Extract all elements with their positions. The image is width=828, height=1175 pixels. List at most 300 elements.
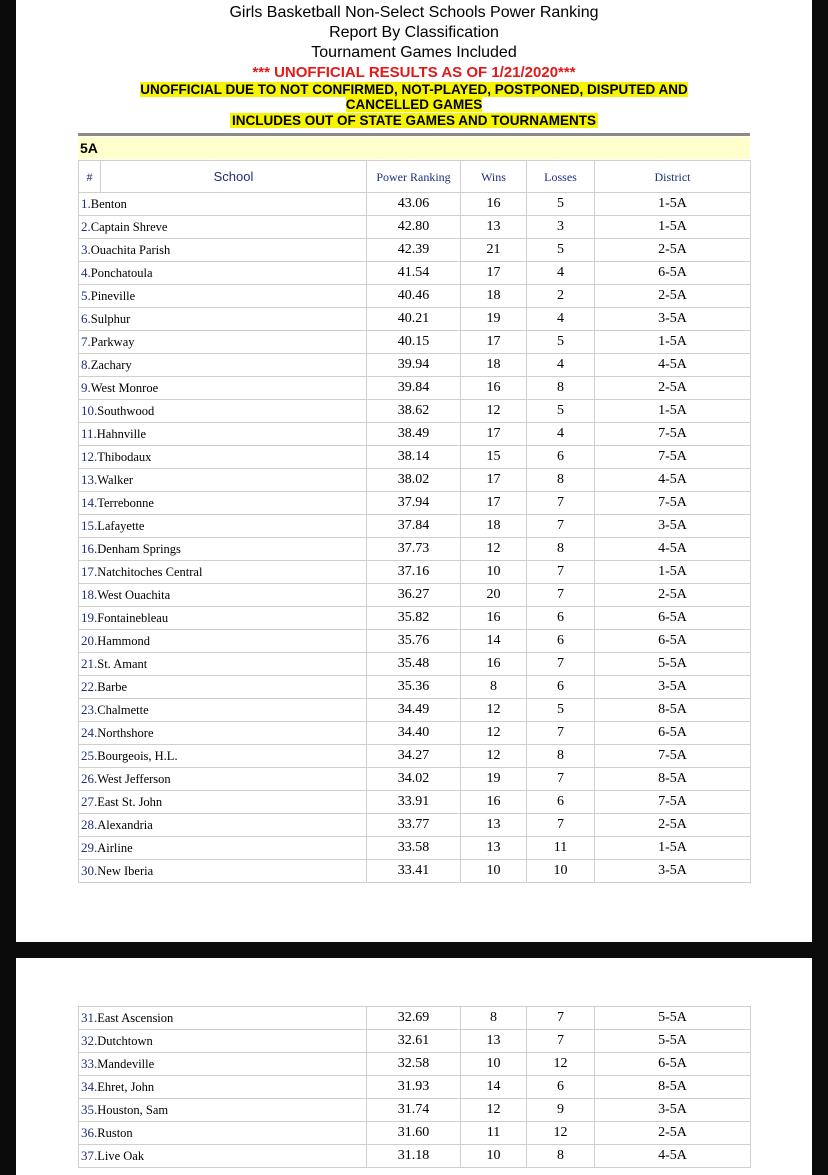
wins-cell: 16 (461, 193, 527, 216)
rank-number: 4. (81, 265, 91, 280)
rank-number: 18. (81, 587, 98, 602)
rank-school-cell (79, 285, 367, 308)
losses-cell: 7 (527, 515, 595, 538)
table-row (79, 331, 751, 354)
district-cell: 6-5A (595, 262, 751, 285)
power-ranking-cell: 34.49 (367, 699, 461, 722)
wins-cell: 18 (461, 285, 527, 308)
wins-cell: 11 (461, 1122, 527, 1145)
table-row (79, 216, 751, 239)
school-name: Parkway (90, 335, 135, 349)
school-name: West Ouachita (97, 588, 171, 602)
rank-school-cell (79, 331, 367, 354)
table-row (79, 699, 751, 722)
losses-cell: 8 (527, 745, 595, 768)
wins-cell: 15 (461, 446, 527, 469)
report-subtitle: Report By Classification (329, 24, 499, 41)
power-ranking-cell: 32.58 (367, 1053, 461, 1076)
district-cell: 1-5A (595, 193, 751, 216)
district-cell: 6-5A (595, 630, 751, 653)
power-ranking-cell: 38.14 (367, 446, 461, 469)
rank-number: 15. (81, 518, 98, 533)
rank-number: 13. (81, 472, 98, 487)
table-header-row (79, 161, 751, 193)
table-row (79, 239, 751, 262)
district-cell: 6-5A (595, 722, 751, 745)
rank-number: 16. (81, 541, 98, 556)
school-name: New Iberia (97, 864, 154, 878)
wins-cell: 10 (461, 860, 527, 883)
rank-school-cell (79, 262, 367, 285)
power-ranking-cell: 33.41 (367, 860, 461, 883)
rank-number: 26. (81, 771, 98, 786)
school-name: Alexandria (97, 818, 153, 832)
rank-number: 32. (81, 1033, 98, 1048)
table-row (79, 561, 751, 584)
school-name: East Ascension (97, 1011, 174, 1025)
table-row (79, 193, 751, 216)
wins-cell: 10 (461, 1145, 527, 1168)
rank-school-cell (79, 1076, 367, 1099)
rank-number: 23. (81, 702, 98, 717)
wins-cell: 17 (461, 423, 527, 446)
rank-school-cell (79, 630, 367, 653)
rank-school-cell (79, 515, 367, 538)
losses-cell: 7 (527, 653, 595, 676)
losses-cell: 11 (527, 837, 595, 860)
table-row (79, 653, 751, 676)
school-name: Houston, Sam (97, 1103, 169, 1117)
power-ranking-cell: 34.02 (367, 768, 461, 791)
losses-cell: 8 (527, 469, 595, 492)
table-row (79, 492, 751, 515)
table-row (79, 768, 751, 791)
district-cell: 1-5A (595, 561, 751, 584)
rank-school-cell (79, 469, 367, 492)
school-name: Northshore (97, 726, 154, 740)
rank-number: 25. (81, 748, 98, 763)
report-page-2 (16, 958, 812, 1175)
power-ranking-cell: 34.27 (367, 745, 461, 768)
unofficial-banner: *** UNOFFICIAL RESULTS AS OF 1/21/2020*** (252, 64, 576, 81)
table-row (79, 285, 751, 308)
school-name: Southwood (97, 404, 155, 418)
table-row (79, 630, 751, 653)
rank-number: 8. (81, 357, 91, 372)
losses-cell: 5 (527, 331, 595, 354)
classification-label: 5A (78, 137, 750, 159)
rank-school-cell (79, 308, 367, 331)
school-name: Airline (97, 841, 133, 855)
wins-cell: 12 (461, 1099, 527, 1122)
table-row (79, 1099, 751, 1122)
district-cell: 1-5A (595, 216, 751, 239)
rank-number: 36. (81, 1125, 98, 1140)
school-name: Bourgeois, H.L. (97, 749, 178, 763)
losses-cell: 6 (527, 676, 595, 699)
losses-cell: 3 (527, 216, 595, 239)
table-row (79, 1122, 751, 1145)
col-header-school: School (101, 161, 367, 193)
power-ranking-cell: 31.18 (367, 1145, 461, 1168)
school-name: Benton (90, 197, 127, 211)
district-cell: 1-5A (595, 837, 751, 860)
rank-school-cell (79, 676, 367, 699)
table-row (79, 814, 751, 837)
rank-school-cell (79, 193, 367, 216)
district-cell: 4-5A (595, 1145, 751, 1168)
report-title: Girls Basketball Non-Select Schools Power Ranking (229, 4, 599, 21)
district-cell: 3-5A (595, 515, 751, 538)
wins-cell: 8 (461, 1007, 527, 1030)
power-ranking-cell: 36.27 (367, 584, 461, 607)
losses-cell: 7 (527, 492, 595, 515)
rank-number: 6. (81, 311, 91, 326)
power-ranking-cell: 39.94 (367, 354, 461, 377)
table-row (79, 837, 751, 860)
district-cell: 4-5A (595, 469, 751, 492)
power-ranking-cell: 41.54 (367, 262, 461, 285)
wins-cell: 10 (461, 561, 527, 584)
losses-cell: 12 (527, 1122, 595, 1145)
table-row (79, 722, 751, 745)
district-cell: 8-5A (595, 699, 751, 722)
power-ranking-cell: 38.49 (367, 423, 461, 446)
power-ranking-cell: 43.06 (367, 193, 461, 216)
school-name: Zachary (90, 358, 132, 372)
wins-cell: 17 (461, 262, 527, 285)
district-cell: 6-5A (595, 607, 751, 630)
wins-cell: 8 (461, 676, 527, 699)
rank-number: 27. (81, 794, 98, 809)
losses-cell: 8 (527, 377, 595, 400)
power-ranking-cell: 37.84 (367, 515, 461, 538)
losses-cell: 6 (527, 791, 595, 814)
warning-banner (117, 82, 711, 112)
school-name: Ehret, John (97, 1080, 155, 1094)
rank-number: 12. (81, 449, 98, 464)
wins-cell: 17 (461, 331, 527, 354)
losses-cell: 7 (527, 722, 595, 745)
table-row (79, 400, 751, 423)
wins-cell: 17 (461, 492, 527, 515)
rank-school-cell (79, 745, 367, 768)
power-ranking-cell: 35.36 (367, 676, 461, 699)
table-row (79, 1030, 751, 1053)
power-ranking-cell: 32.69 (367, 1007, 461, 1030)
col-header-losses: Losses (527, 161, 595, 193)
table-row (79, 538, 751, 561)
table-row (79, 745, 751, 768)
school-name: East St. John (97, 795, 163, 809)
power-ranking-cell: 31.60 (367, 1122, 461, 1145)
losses-cell: 4 (527, 354, 595, 377)
wins-cell: 10 (461, 1053, 527, 1076)
school-name: Terrebonne (97, 496, 154, 510)
rank-school-cell (79, 377, 367, 400)
school-name: Thibodaux (97, 450, 152, 464)
school-name: Denham Springs (97, 542, 181, 556)
district-cell: 4-5A (595, 538, 751, 561)
rank-number: 35. (81, 1102, 98, 1117)
report-header (16, 3, 812, 130)
school-name: Mandeville (97, 1057, 155, 1071)
wins-cell: 14 (461, 1076, 527, 1099)
rank-school-cell (79, 1007, 367, 1030)
rank-school-cell (79, 814, 367, 837)
rank-number: 2. (81, 219, 91, 234)
rank-number: 37. (81, 1148, 98, 1163)
table-row (79, 791, 751, 814)
wins-cell: 19 (461, 308, 527, 331)
wins-cell: 21 (461, 239, 527, 262)
rank-school-cell (79, 423, 367, 446)
losses-cell: 10 (527, 860, 595, 883)
losses-cell: 7 (527, 561, 595, 584)
losses-cell: 4 (527, 262, 595, 285)
rank-number: 1. (81, 196, 91, 211)
rank-number: 31. (81, 1010, 98, 1025)
rank-number: 5. (81, 288, 91, 303)
rank-school-cell (79, 1145, 367, 1168)
district-cell: 6-5A (595, 1053, 751, 1076)
school-name: Dutchtown (97, 1034, 153, 1048)
power-ranking-cell: 42.39 (367, 239, 461, 262)
district-cell: 3-5A (595, 308, 751, 331)
school-name: Walker (97, 473, 134, 487)
table-row (79, 262, 751, 285)
rank-number: 10. (81, 403, 98, 418)
wins-cell: 12 (461, 400, 527, 423)
wins-cell: 18 (461, 354, 527, 377)
rank-number: 11. (81, 426, 97, 441)
rank-school-cell (79, 239, 367, 262)
school-name: Natchitoches Central (97, 565, 203, 579)
power-ranking-cell: 31.74 (367, 1099, 461, 1122)
rank-school-cell (79, 1122, 367, 1145)
power-ranking-cell: 40.46 (367, 285, 461, 308)
col-header-district: District (595, 161, 751, 193)
district-cell: 1-5A (595, 331, 751, 354)
wins-cell: 13 (461, 814, 527, 837)
wins-cell: 19 (461, 768, 527, 791)
rank-number: 17. (81, 564, 98, 579)
rank-school-cell (79, 538, 367, 561)
rank-school-cell (79, 492, 367, 515)
rank-school-cell (79, 607, 367, 630)
school-name: West Jefferson (97, 772, 171, 786)
power-ranking-cell: 37.16 (367, 561, 461, 584)
district-cell: 8-5A (595, 768, 751, 791)
rank-number: 33. (81, 1056, 98, 1071)
power-ranking-cell: 37.94 (367, 492, 461, 515)
power-ranking-cell: 39.84 (367, 377, 461, 400)
rank-school-cell (79, 400, 367, 423)
district-cell: 2-5A (595, 584, 751, 607)
rank-number: 19. (81, 610, 98, 625)
losses-cell: 7 (527, 814, 595, 837)
losses-cell: 6 (527, 630, 595, 653)
power-ranking-cell: 33.58 (367, 837, 461, 860)
rank-school-cell (79, 653, 367, 676)
power-ranking-cell: 35.76 (367, 630, 461, 653)
district-cell: 2-5A (595, 1122, 751, 1145)
losses-cell: 9 (527, 1099, 595, 1122)
losses-cell: 6 (527, 446, 595, 469)
wins-cell: 18 (461, 515, 527, 538)
report-page-1 (16, 0, 812, 942)
losses-cell: 6 (527, 1076, 595, 1099)
district-cell: 4-5A (595, 354, 751, 377)
losses-cell: 7 (527, 1007, 595, 1030)
wins-cell: 17 (461, 469, 527, 492)
losses-cell: 8 (527, 538, 595, 561)
includes-text: INCLUDES OUT OF STATE GAMES AND TOURNAMENTS (232, 113, 596, 128)
school-name: Fontainebleau (97, 611, 169, 625)
table-row (79, 1076, 751, 1099)
header-divider (78, 133, 750, 136)
rank-school-cell (79, 699, 367, 722)
ranking-table-body (79, 193, 751, 883)
wins-cell: 13 (461, 1030, 527, 1053)
district-cell: 2-5A (595, 377, 751, 400)
rank-school-cell (79, 216, 367, 239)
district-cell: 3-5A (595, 676, 751, 699)
district-cell: 2-5A (595, 814, 751, 837)
ranking-table-body-continued (79, 1007, 751, 1168)
power-ranking-cell: 33.77 (367, 814, 461, 837)
power-ranking-cell: 37.73 (367, 538, 461, 561)
school-name: St. Amant (97, 657, 148, 671)
warning-text: UNOFFICIAL DUE TO NOT CONFIRMED, NOT-PLAYED, POSTPONED, DISPUTED AND CANCELLED GAMES (140, 82, 688, 112)
losses-cell: 7 (527, 1030, 595, 1053)
school-name: Live Oak (97, 1149, 145, 1163)
wins-cell: 16 (461, 653, 527, 676)
power-ranking-cell: 32.61 (367, 1030, 461, 1053)
rank-school-cell (79, 446, 367, 469)
losses-cell: 5 (527, 699, 595, 722)
school-name: Ruston (97, 1126, 133, 1140)
losses-cell: 6 (527, 607, 595, 630)
school-name: Captain Shreve (90, 220, 168, 234)
rank-number: 30. (81, 863, 98, 878)
losses-cell: 5 (527, 239, 595, 262)
school-name: Lafayette (97, 519, 145, 533)
district-cell: 7-5A (595, 745, 751, 768)
rank-school-cell (79, 1099, 367, 1122)
rank-school-cell (79, 791, 367, 814)
wins-cell: 14 (461, 630, 527, 653)
rank-school-cell (79, 354, 367, 377)
rank-school-cell (79, 561, 367, 584)
table-row (79, 423, 751, 446)
rank-number: 3. (81, 242, 91, 257)
col-header-power-text: Power Ranking (376, 169, 451, 184)
table-row (79, 515, 751, 538)
report-note: Tournament Games Included (311, 44, 517, 61)
table-row (79, 354, 751, 377)
table-row (79, 377, 751, 400)
district-cell: 2-5A (595, 239, 751, 262)
wins-cell: 12 (461, 722, 527, 745)
school-name: Barbe (97, 680, 128, 694)
school-name: Hammond (97, 634, 151, 648)
table-row (79, 308, 751, 331)
wins-cell: 20 (461, 584, 527, 607)
school-name: West Monroe (90, 381, 159, 395)
rank-number: 22. (81, 679, 98, 694)
rank-number: 21. (81, 656, 98, 671)
rank-number: 29. (81, 840, 98, 855)
wins-cell: 16 (461, 607, 527, 630)
wins-cell: 12 (461, 699, 527, 722)
district-cell: 5-5A (595, 1030, 751, 1053)
col-header-wins: Wins (461, 161, 527, 193)
wins-cell: 12 (461, 538, 527, 561)
table-row (79, 1053, 751, 1076)
wins-cell: 13 (461, 216, 527, 239)
col-header-num: # (79, 161, 101, 193)
school-name: Pineville (90, 289, 136, 303)
rank-number: 28. (81, 817, 98, 832)
power-ranking-cell: 40.15 (367, 331, 461, 354)
rank-number: 9. (81, 380, 91, 395)
power-ranking-cell: 42.80 (367, 216, 461, 239)
district-cell: 7-5A (595, 423, 751, 446)
losses-cell: 8 (527, 1145, 595, 1168)
district-cell: 1-5A (595, 400, 751, 423)
table-row (79, 1145, 751, 1168)
rank-school-cell (79, 837, 367, 860)
losses-cell: 4 (527, 423, 595, 446)
wins-cell: 12 (461, 745, 527, 768)
district-cell: 7-5A (595, 446, 751, 469)
wins-cell: 13 (461, 837, 527, 860)
ranking-table (78, 160, 751, 883)
rank-school-cell (79, 1053, 367, 1076)
district-cell: 3-5A (595, 860, 751, 883)
rank-number: 24. (81, 725, 98, 740)
losses-cell: 7 (527, 584, 595, 607)
losses-cell: 5 (527, 400, 595, 423)
losses-cell: 2 (527, 285, 595, 308)
power-ranking-cell: 35.48 (367, 653, 461, 676)
district-cell: 5-5A (595, 1007, 751, 1030)
rank-school-cell (79, 722, 367, 745)
district-cell: 8-5A (595, 1076, 751, 1099)
rank-school-cell (79, 768, 367, 791)
district-cell: 7-5A (595, 791, 751, 814)
school-name: Ponchatoula (90, 266, 153, 280)
table-row (79, 584, 751, 607)
school-name: Ouachita Parish (90, 243, 171, 257)
table-row (79, 1007, 751, 1030)
power-ranking-cell: 34.40 (367, 722, 461, 745)
power-ranking-cell: 38.62 (367, 400, 461, 423)
table-row (79, 607, 751, 630)
power-ranking-cell: 40.21 (367, 308, 461, 331)
wins-cell: 16 (461, 377, 527, 400)
rank-number: 14. (81, 495, 98, 510)
district-cell: 2-5A (595, 285, 751, 308)
power-ranking-cell: 33.91 (367, 791, 461, 814)
rank-number: 7. (81, 334, 91, 349)
losses-cell: 7 (527, 768, 595, 791)
district-cell: 7-5A (595, 492, 751, 515)
col-header-power (367, 161, 461, 193)
district-cell: 3-5A (595, 1099, 751, 1122)
rank-number: 34. (81, 1079, 98, 1094)
